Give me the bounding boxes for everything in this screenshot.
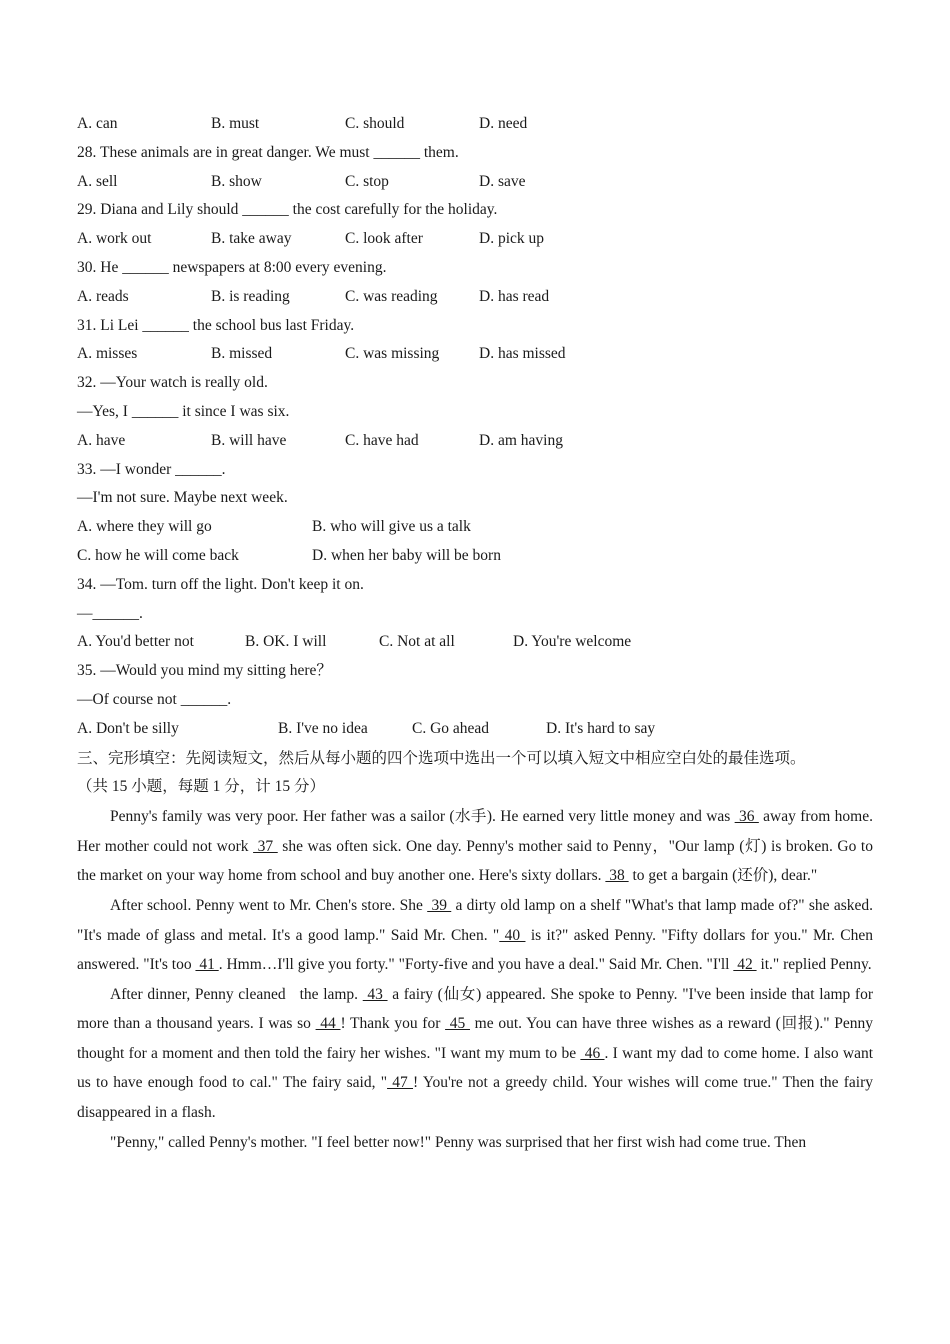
question-stem: 35. —Would you mind my sitting here？: [77, 662, 332, 680]
passage-text: a fairy (仙女) appeared. She spoke to Penny. "I've been inside that lamp for more than a thousand years. I was so: [77, 985, 874, 1033]
option-b: B. who will give us a talk: [312, 518, 471, 536]
passage-text: . Hmm…I'll give you forty." "Forty-five and you have a deal." Said Mr. Chen. "I'll: [218, 956, 734, 974]
question-stem: 32. —Your watch is really old.: [77, 374, 268, 392]
question-stem: 30. He ______ newspapers at 8:00 every evening.: [77, 258, 387, 276]
option-d: D. It's hard to say: [546, 719, 656, 737]
blank-47: 47: [387, 1074, 414, 1092]
option-a: A. You'd better not: [77, 633, 194, 651]
question-options: [77, 513, 873, 542]
option-d: D. pick up: [479, 230, 545, 248]
section-subheading: （共 15 小题，每题 1 分，计 15 分）: [77, 778, 326, 796]
q27-options: [77, 110, 873, 139]
option-d: D. save: [479, 172, 526, 190]
option-a: A. Don't be silly: [77, 719, 179, 737]
question-stem-reply: —______.: [77, 604, 143, 622]
option-a: A. work out: [77, 230, 152, 248]
question-stem: 28. These animals are in great danger. We must ______ them.: [77, 143, 459, 161]
option-a: A. misses: [77, 345, 138, 363]
passage-text: After school. Penny went to Mr. Chen's store. She: [110, 896, 428, 914]
option-a: A. reads: [77, 287, 129, 305]
option-d: D. need: [479, 115, 528, 132]
option-c: C. Not at all: [379, 633, 455, 651]
question-stem: 34. —Tom. turn off the light. Don't keep it on.: [77, 575, 364, 593]
passage-text: it." replied Penny.: [756, 956, 872, 974]
option-b: B. is reading: [211, 287, 290, 305]
passage-text: . I want my dad to come home. I also want us to have enough food to cal." The fairy said, ": [77, 1044, 874, 1092]
passage-paragraph: [77, 891, 873, 980]
question-stem: 33. —I wonder ______.: [77, 460, 226, 478]
option-c: C. stop: [345, 172, 389, 190]
question-options: [77, 628, 873, 657]
passage-paragraph: [77, 802, 873, 891]
passage-text: me out. You can have three wishes as a reward (回报)." Penny thought for a moment and then told the fairy her wishes. "I want my mum to be: [77, 1015, 874, 1062]
option-c: C. how he will come back: [77, 546, 239, 564]
option-c: C. have had: [345, 431, 419, 449]
question-options: [77, 225, 873, 254]
question-stem-reply: —Of course not ______.: [77, 690, 232, 708]
passage-text: ! You're not a greedy child. Your wishes will come true." Then the fairy disappeared in a flash.: [77, 1074, 873, 1122]
question-options: [77, 715, 873, 744]
blank-38: 38: [605, 867, 629, 885]
passage-text: away from home. Her mother could not work: [77, 808, 873, 855]
exam-page: [77, 110, 873, 1157]
option-a: A. where they will go: [77, 518, 212, 536]
blank-36: 36: [734, 808, 759, 826]
blank-45: 45: [445, 1015, 470, 1033]
section-heading: 三、完形填空：先阅读短文，然后从每小题的四个选项中选出一个可以填入短文中相应空白处的最佳选项。: [77, 749, 806, 767]
question-options: [77, 542, 873, 571]
option-c: C. was reading: [345, 287, 438, 305]
question-stem-reply: —Yes, I ______ it since I was six.: [77, 402, 290, 420]
option-d: D. You're welcome: [513, 633, 632, 651]
question-options: [77, 427, 873, 456]
passage-paragraph: [77, 980, 873, 1128]
option-d: D. am having: [479, 431, 563, 449]
option-b: B. missed: [211, 345, 273, 363]
question-options: [77, 340, 873, 369]
passage-text: to get a bargain (还价), dear.": [628, 867, 818, 885]
passage-text: ! Thank you for: [340, 1015, 446, 1033]
question-stem: 31. Li Lei ______ the school bus last Friday.: [77, 316, 355, 334]
passage-text: a dirty old lamp on a shelf "What's that lamp made of?" she asked. "It's made of glass and metal. It's a good lamp." Said Mr. Chen. ": [77, 896, 873, 944]
question-options: [77, 168, 873, 197]
question-options: [77, 283, 873, 312]
option-c: C. should: [345, 115, 405, 132]
blank-40: 40: [499, 926, 526, 944]
blank-39: 39: [427, 896, 452, 914]
option-d: D. has read: [479, 287, 550, 305]
blank-37: 37: [253, 837, 278, 855]
option-a: A. can: [77, 115, 118, 132]
passage-text: "Penny," called Penny's mother. "I feel better now!" Penny was surprised that her first wish had come true. Then: [110, 1133, 807, 1151]
blank-44: 44: [315, 1015, 341, 1033]
option-c: C. look after: [345, 230, 423, 248]
option-b: B. take away: [211, 230, 292, 248]
option-a: A. have: [77, 431, 126, 449]
option-c: C. Go ahead: [412, 719, 490, 737]
option-d: D. has missed: [479, 345, 566, 363]
option-d: D. when her baby will be born: [312, 546, 501, 564]
option-b: B. OK. I will: [245, 633, 327, 651]
blank-46: 46: [580, 1044, 605, 1062]
passage-text: After dinner, Penny cleaned the lamp.: [110, 985, 363, 1003]
option-b: B. will have: [211, 431, 287, 449]
passage-text: is it?" asked Penny. "Fifty dollars for you." Mr. Chen answered. "It's too: [77, 926, 874, 974]
option-b: B. show: [211, 172, 262, 190]
option-b: B. I've no idea: [278, 719, 368, 737]
question-stem: 29. Diana and Lily should ______ the cost carefully for the holiday.: [77, 201, 498, 219]
cloze-passage: [77, 802, 873, 1157]
blank-42: 42: [733, 956, 757, 974]
blank-43: 43: [362, 985, 388, 1003]
passage-text: Penny's family was very poor. Her father was a sailor (水手). He earned very little money and was: [110, 808, 735, 826]
option-c: C. was missing: [345, 345, 440, 363]
passage-text: she was often sick. One day. Penny's mother said to Penny，"Our lamp (灯) is broken. Go to the market on your way home from school and buy another one. Here's sixty dollars.: [77, 837, 873, 885]
option-a: A. sell: [77, 172, 118, 190]
passage-paragraph: [77, 1128, 873, 1158]
option-b: B. must: [211, 115, 260, 132]
blank-41: 41: [195, 956, 219, 974]
question-stem-reply: —I'm not sure. Maybe next week.: [77, 489, 288, 507]
